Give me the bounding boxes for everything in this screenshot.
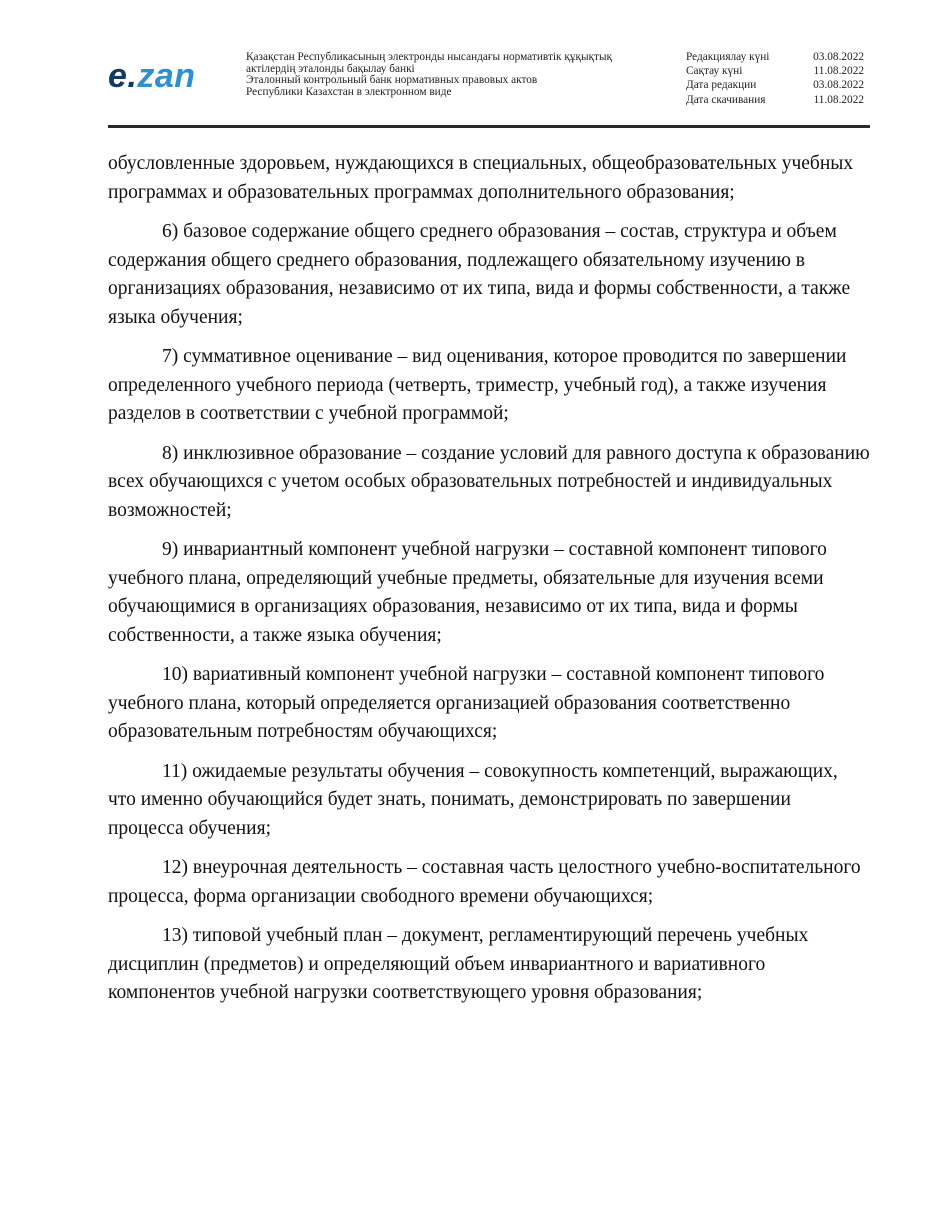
meta-label: Дата редакции [686,79,757,92]
meta-value: 03.08.2022 [813,79,864,92]
paragraph-item-8: 8) инклюзивное образование – создание условий для равного доступа к образованию всех обучающихся с учетом особых образовательных потребностей и индивидуальных возможностей; [108,442,870,521]
ezan-logo[interactable] [108,56,196,96]
org-line: Республики Казахстан в электронном виде [246,85,452,98]
meta-value: 11.08.2022 [813,93,864,106]
meta-label: Дата скачивания [686,93,766,106]
meta-value: 03.08.2022 [813,51,864,63]
meta-row-edit-date-ru [686,78,864,92]
document-body [108,150,870,1019]
meta-label: Редакциялау күні [686,51,770,63]
paragraph-item-13: 13) типовой учебный план – документ, регламентирующий перечень учебных дисциплин (предметов) и определяющий объем инвариантного и вариативного компонентов учебной нагрузки соответствующего уровня образования; [108,925,809,1003]
paragraph-continuation: обусловленные здоровьем, нуждающихся в специальных, общеобразовательных учебных программах и образовательных программах дополнительного образования; [108,153,854,203]
paragraph-item-9: 9) инвариантный компонент учебной нагрузки – составной компонент типового учебного плана, определяющий учебные предметы, обязательные для изучения всеми обучающимися в организациях образования, независимо от их типа, вида и формы собственности, а также языка обучения; [108,539,827,646]
header-divider [108,125,870,128]
paragraph-item-6: 6) базовое содержание общего среднего образования – состав, структура и объем содержания общего среднего образования, подлежащего обязательному изучению в организациях образования, независимо от их типа, вида и формы собственности, а также языка обучения; [108,221,851,328]
meta-label: Сақтау күні [686,65,743,78]
organization-name [246,52,666,98]
paragraph-item-11: 11) ожидаемые результаты обучения – совокупность компетенций, выражающих, что именно обучающийся будет знать, понимать, демонстрировать по завершении процесса обучения; [108,760,838,839]
paragraph-item-10: 10) вариативный компонент учебной нагрузки – составной компонент типового учебного плана, который определяется организацией образования соответственно образовательным потребностям обучающихся; [108,664,825,742]
document-dates [686,50,864,107]
document-header [108,46,870,126]
org-line: Эталонный контрольный банк нормативных правовых актов [246,74,538,87]
paragraph-item-12: 12) внеурочная деятельность – составная часть целостного учебно-воспитательного процесса, форма организации свободного времени обучающихся; [108,857,861,907]
logo-e: e [108,57,128,95]
org-line: Қазақстан Республикасының электронды нысандағы нормативтік құқықтық [246,51,613,63]
meta-row-download-date-ru [686,93,864,107]
logo-zan: zan [137,57,196,95]
meta-row-edit-date-kz [686,50,864,64]
org-line: актілердің эталонды бақылау банкі [246,62,415,75]
logo-dot: . [127,57,138,95]
meta-row-save-date-kz [686,64,864,78]
paragraph-item-7: 7) суммативное оценивание – вид оценивания, которое проводится по завершении определенного учебного периода (четверть, триместр, учебный год), а также изучения разделов в соответствии с учебной программой; [108,346,847,424]
meta-value: 11.08.2022 [813,65,864,78]
